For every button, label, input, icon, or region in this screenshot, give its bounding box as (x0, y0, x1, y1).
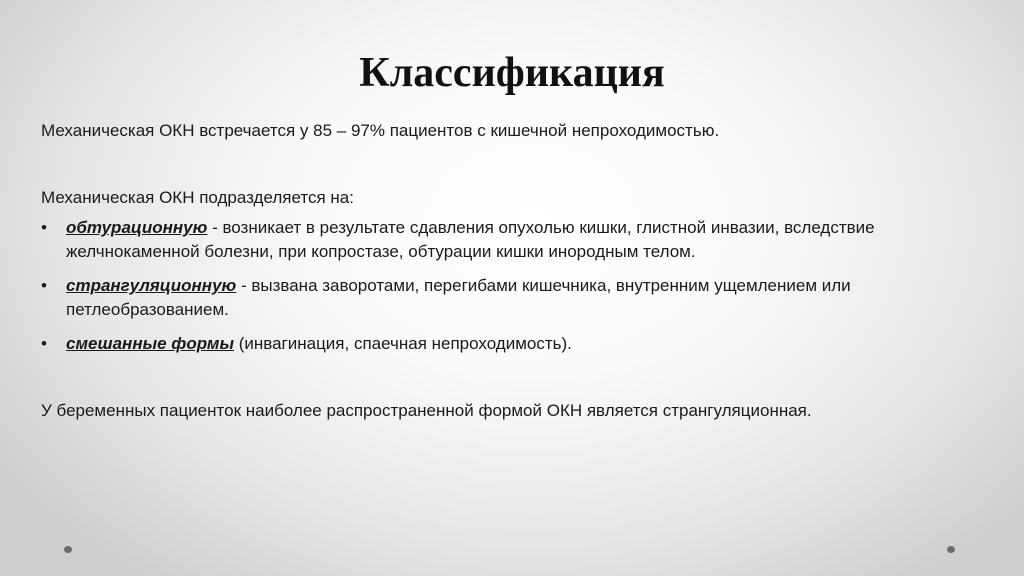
bullet-item-strangulation (41, 274, 991, 322)
bullet-dot-icon: • (41, 276, 47, 295)
slide-title: Классификация (359, 50, 665, 96)
nav-dot-right-icon (947, 546, 955, 553)
bullet-item-mixed (41, 332, 991, 356)
subheading-paragraph: Механическая ОКН подразделяется на: (41, 188, 354, 207)
nav-dot-left-icon (64, 546, 72, 553)
bullet-item-obturation (41, 216, 991, 264)
conclusion-paragraph: У беременных пациенток наиболее распространенной формой ОКН является странгуляционная. (41, 401, 812, 420)
bullet-term: странгуляционную (66, 276, 237, 295)
bullet-term: смешанные формы (66, 334, 234, 353)
bullet-text: (инвагинация, спаечная непроходимость). (233, 334, 572, 353)
bullet-text: - вызвана заворотами, перегибами кишечника, внутренним ущемлением или петлеобразованием. (66, 276, 851, 319)
bullet-list (41, 216, 991, 366)
bullet-term: обтурационную (66, 218, 208, 237)
bullet-text: - возникает в результате сдавления опухолью кишки, глистной инвазии, вследствие желчнокаменной болезни, при копростазе, обтурации кишки инородным телом. (66, 218, 875, 261)
bullet-dot-icon: • (41, 218, 47, 237)
intro-paragraph: Механическая ОКН встречается у 85 – 97% пациентов с кишечной непроходимостью. (41, 121, 720, 140)
bullet-dot-icon: • (41, 334, 47, 353)
